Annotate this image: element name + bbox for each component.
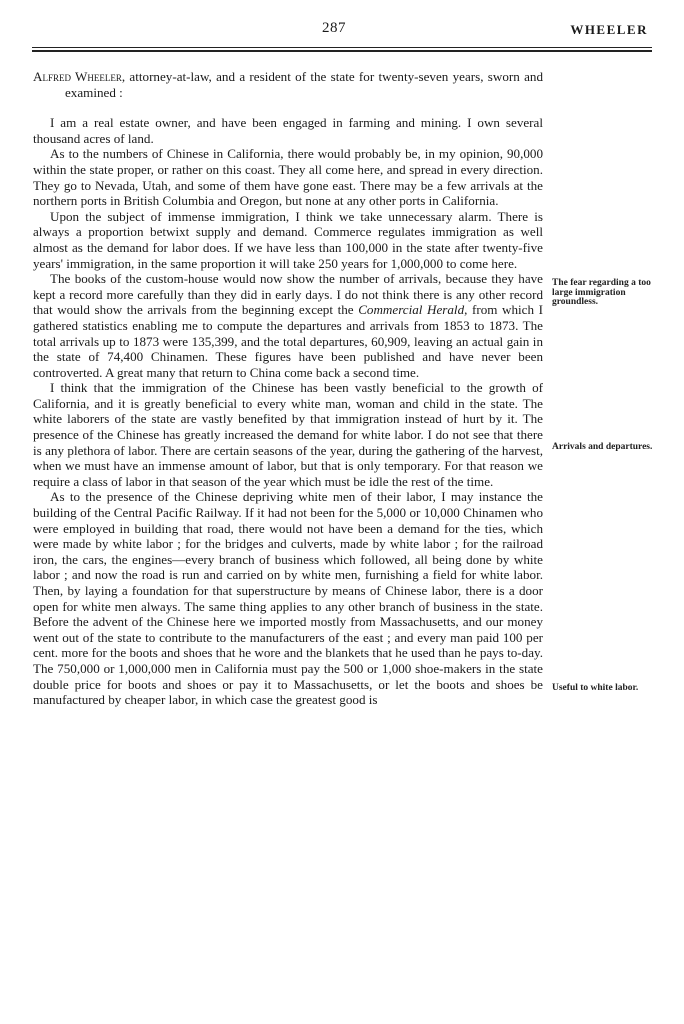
- page-number: 287: [322, 20, 346, 36]
- text-run: , from which I gathered statistics enabling me to compute the departures and arrivals from 1853 to 1873. The total arrivals up to 1873 were 135,399, and the total departures, 60,909, leaving an actual gain in the state of 74,400 Chinamen. These figures have been published and have never been controverted. A great many that return to China come back a second time.: [33, 302, 543, 380]
- publication-title: Commercial Herald: [358, 302, 465, 318]
- paragraph-gap: [33, 100, 543, 115]
- witness-intro: [33, 69, 543, 100]
- paragraph: As to the presence of the Chinese depriving white men of their labor, I may instance the building of the Central Pacific Railway. If it had not been for the 5,000 or 10,000 Chinamen who were employed in building that road, there would not have been a demand for the ties, which were made by white labor ; for the bridges and culverts, made by white labor ; for the railroad iron, the cars, the engines—every branch of business which followed, all being done by white labor ; and now the road is run and carried on by white men, furnishing a field for white labor. Then, by laying a foundation for that superstructure by means of Chinese labor, there is a door open for white men always. The same thing applies to any other branch of business in the state. Before the advent of the Chinese here we imported mostly from Massachusetts, and our money went out of the state to contribute to the manufacturers of the east ; and every man paid 100 per cent. more for the boots and shoes that he wore and the blankets that he used than he pays to-day. The 750,000 or 1,000,000 men in California must pay the 500 or 1,000 shoe-makers in the state double price for boots and shoes or pay it to Massachusetts, or let the boots and shoes be manufactured by cheaper labor, in which case the greatest good is: [33, 489, 543, 708]
- paragraph: I am a real estate owner, and have been engaged in farming and mining. I own several thousand acres of land.: [33, 115, 543, 146]
- margin-note: The fear regarding a too large immigration groundless.: [552, 278, 651, 307]
- body-text: [33, 69, 543, 708]
- running-head: WHEELER: [570, 22, 648, 37]
- witness-name: Alfred Wheeler,: [33, 69, 126, 84]
- paragraph: Upon the subject of immense immigration, I think we take unnecessary alarm. There is always a proportion betwixt supply and demand. Commerce regulates immigration as well almost as the demand for labor does. If we have less than 100,000 in the state after twenty-five years' immigration, in the same proportion it will take 250 years for 1,000,000 to come here.: [33, 208, 543, 271]
- paragraph: I think that the immigration of the Chinese has been vastly beneficial to the growth of California, and it is greatly beneficial to every white man, woman and child in the state. The white laborers of the state are vastly benefited by that immigration instead of hurt by it. The presence of the Chinese has greatly increased the demand for white labor. I do not see that there is any plethora of labor. There are certain seasons of the year, during the gathering of the harvest, when we must have an immense amount of labor, but that is only temporary. For that reason we require a class of labor in that season of the year which must be idle the rest of the time.: [33, 380, 543, 489]
- witness-description: attorney-at-law, and a resident of the state for twenty-seven years, sworn and examined :: [65, 69, 543, 100]
- header-rule: [32, 47, 652, 48]
- margin-note: Useful to white labor.: [552, 683, 639, 693]
- header-rule-double: [32, 50, 652, 52]
- text-run: The books of the custom-house would now show the number of arrivals, because they have kept a record more carefully than they did in early days. I do not think there is any other record that would show the arrivals from the beginning except the: [33, 271, 543, 318]
- paragraph: As to the numbers of Chinese in California, there would probably be, in my opinion, 90,000 within the state proper, or rather on this coast. They all come here, and spread in every direction. They go to Nevada, Utah, and some of them have gone east. There may be a few arrivals at the northern ports in British Columbia and Oregon, but none at any other ports in California.: [33, 146, 543, 209]
- paragraph: [33, 271, 543, 380]
- margin-note: Arrivals and departures.: [552, 442, 653, 452]
